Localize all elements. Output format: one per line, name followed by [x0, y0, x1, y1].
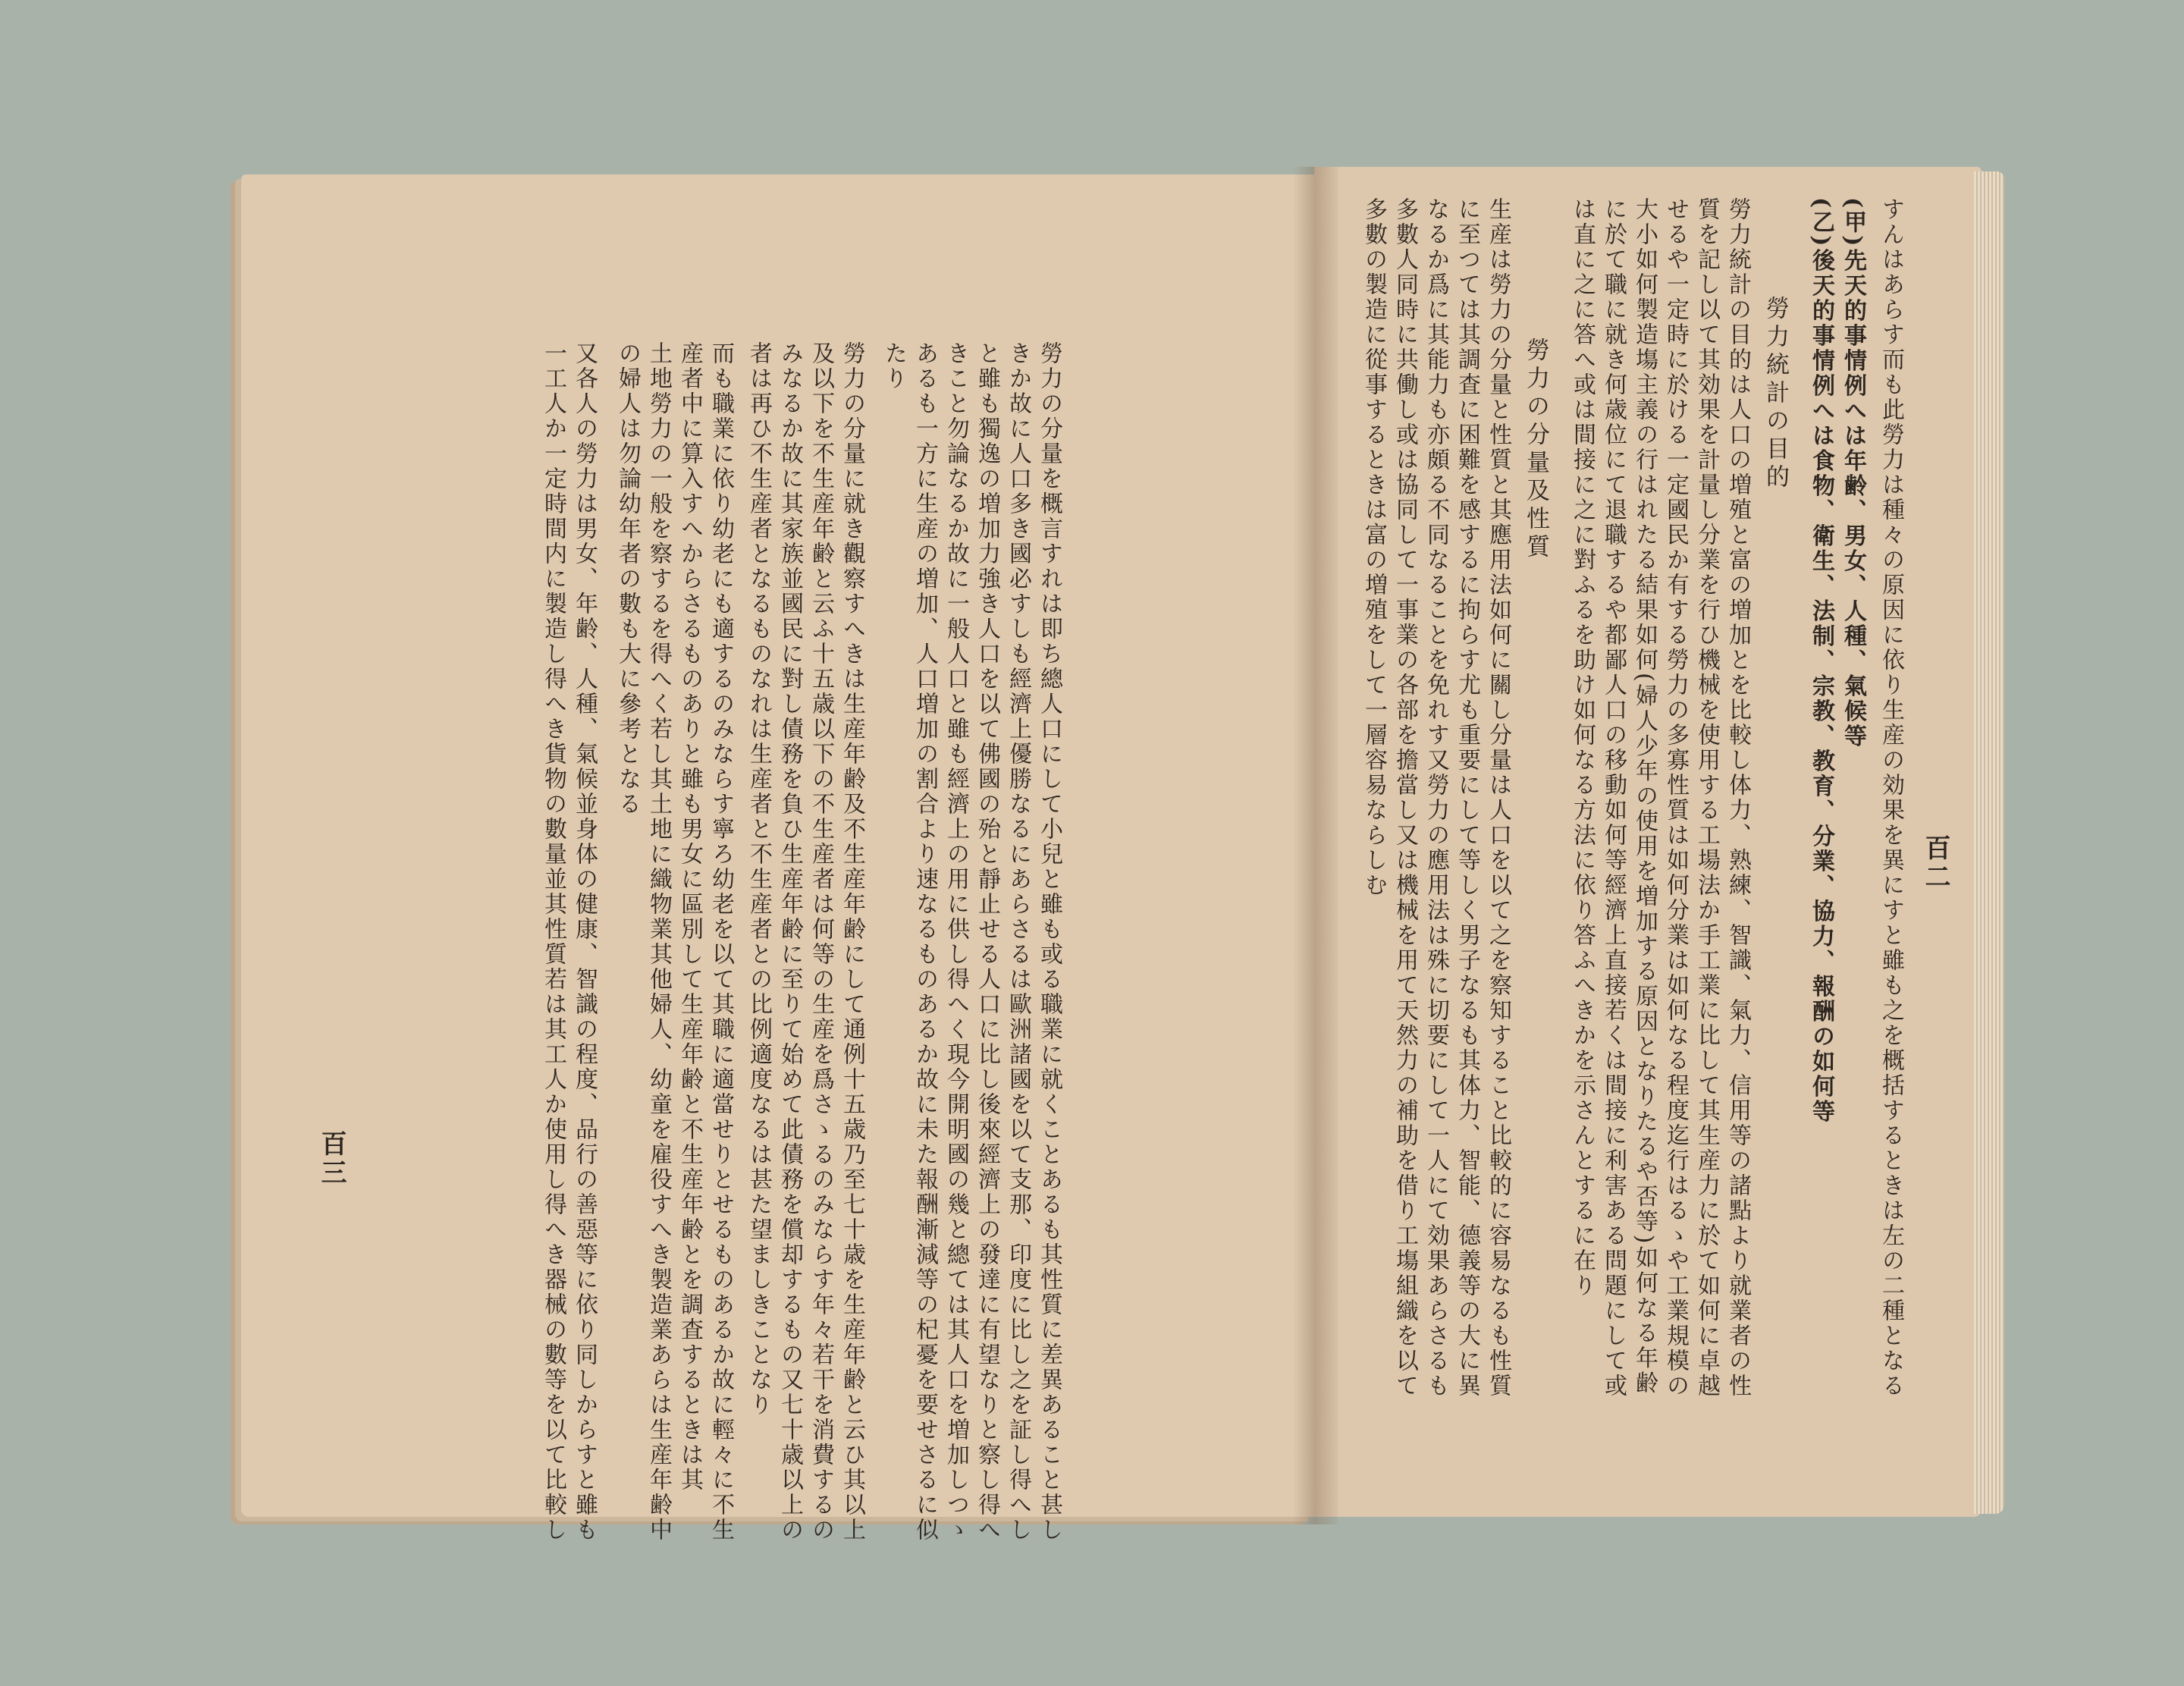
text-column: 多數の製造に從事するときは富の増殖をして一層容易ならしむ	[1360, 197, 1387, 898]
text-column: 一工人か一定時間内に製造し得へき貨物の數量並其性質若は其工人か使用し得へき器械の數等を以て比較し	[540, 341, 566, 1543]
right-page	[1314, 167, 1982, 1517]
text-column: 者は再ひ不生産者となるものなれは生産者と不生産者との比例適度なるは甚た望ましきことなり	[745, 341, 772, 1418]
text-column: 大小如何製造塲主義の行はれたる結果如何(婦人少年の使用を増加する原因となりたるや否等)如何なる年齢	[1631, 197, 1658, 1396]
section-heading: 勞力の分量及性質	[1522, 338, 1549, 562]
text-column: 多數人同時に共働し或は協同して一事業の各部を擔當し又は機械を用て天然力の補助を借り工塲組織を以て	[1392, 197, 1418, 1399]
text-column: 産者中に算入すへからさるものありと雖も男女に區別して生産年齢と不生産年齢とを調査するときは其	[676, 341, 703, 1493]
text-column: (甲)先天的事情例へは年齢、男女、人種、氣候等	[1840, 197, 1866, 749]
text-column: の婦人は勿論幼年者の數も大に參考となる	[614, 341, 641, 817]
text-column: せるや一定時に於ける一定國民か有する勞力の多寡性質は如何分業は如何なる程度迄行はるゝや工業規模の	[1662, 197, 1689, 1399]
text-column: 勞力の分量を概言すれは即ち總人口にして小兒と雖も或る職業に就くことあるも其性質に差異あること甚し	[1036, 341, 1062, 1543]
text-column: 勞力の分量に就き觀察すへきは生産年齢及不生産年齢にして通例十五歳乃至七十歳を生産年齢と云ひ其以上	[839, 341, 865, 1543]
text-column: 勞力統計の目的は人口の増殖と富の増加とを比較し体力、熟練、智識、氣力、信用等の諸點より就業者の性	[1724, 197, 1751, 1399]
page-number: 百二	[1920, 834, 1950, 892]
text-column: きこと勿論なるか故に一般人口と雖も經濟上の用に供し得へく現今開明國の幾と總ては其人口を増加しつゝ	[943, 341, 969, 1543]
text-column: に於て職に就き何歳位にて退職するや都鄙人口の移動如何等經濟上直接若くは間接に利害ある問題にして或	[1600, 197, 1627, 1399]
text-column: みなるか故に其家族並國民に對し債務を負ひ生産年齢に至りて始めて此債務を償却するもの又七十歳以上の	[777, 341, 803, 1543]
text-column: 又各人の勞力は男女、年齢、人種、氣候並身体の健康、智識の程度、品行の善惡等に依り同しからすと雖も	[571, 341, 598, 1543]
text-column: 而も職業に依り幼老にも適するのみならす寧ろ幼老を以て其職に適當せりとせるものあるか故に輕々に不生	[708, 341, 734, 1543]
text-column: に至つては其調査に困難を感するに拘らす尤も重要にして等しく男子なるも其体力、智能、德義等の大に異	[1454, 197, 1480, 1399]
text-column: 及以下を不生産年齢と云ふ十五歳以下の不生産者は何等の生産を爲さゝるのみならす年々若干を消費するの	[808, 341, 834, 1543]
text-column: は直に之に答へ或は間接に之に對ふるを助け如何なる方法に依り答ふへきかを示さんとするに在り	[1569, 197, 1596, 1298]
left-page	[241, 167, 1314, 1543]
text-column: 質を記し以て其効果を計量し分業を行ひ機械を使用する工場法か手工業に比して其生産力に於て如何に卓越	[1693, 197, 1720, 1399]
text-column: 土地勞力の一般を察するを得へく若し其土地に織物業其他婦人、幼童を雇役すへき製造業あらは生産年齢中	[645, 341, 672, 1543]
open-book	[228, 167, 2002, 1543]
text-column: なるか爲に其能力も亦頗る不同なることを免れす又勞力の應用法は殊に切要にして一人にて効果あらさるも	[1423, 197, 1449, 1399]
text-column: きか故に人口多き國必すしも經濟上優勝なるにあらさるは歐洲諸國を以て支那、印度に比し之を証し得へし	[1005, 341, 1031, 1543]
page-number: 百三	[316, 1130, 347, 1188]
text-column: すんはあらす而も此勞力は種々の原因に依り生産の効果を異にすと雖も之を概括するときは左の二種となる	[1878, 197, 1904, 1399]
text-column: 生産は勞力の分量と性質と其應用法如何に關し分量は人口を以て之を察知すること比較的に容易なるも性質	[1485, 197, 1511, 1399]
text-column: (乙)後天的事情例へは食物、衛生、法制、宗教、教育、分業、協力、報酬の如何等	[1808, 197, 1834, 1125]
text-column: たり	[880, 341, 907, 391]
text-column: あるも一方に生産の増加、人口増加の割合より速なるものあるか故に未た報酬漸減等の杞憂を要せさるに似	[912, 341, 938, 1543]
section-heading: 勞力統計の目的	[1762, 296, 1789, 492]
text-column: と雖も獨逸の増加力強き人口を以て佛國の殆と靜止せる人口に比し後來經濟上の發達に有望なりと察し得へ	[974, 341, 1000, 1543]
